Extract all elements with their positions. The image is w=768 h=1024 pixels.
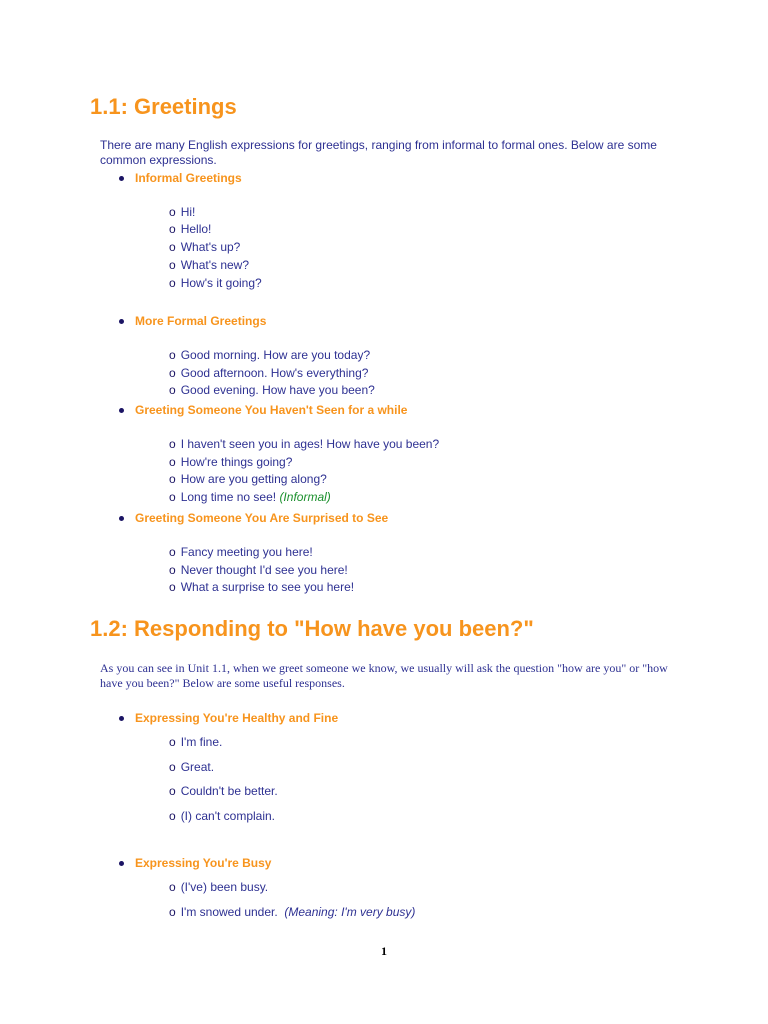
page-number: 1 [381,944,387,958]
list-item [169,455,292,470]
list-item [169,258,249,273]
list-item [169,472,327,487]
section-intro-greetings: There are many English expressions for greetings, ranging from informal to formal ones. Below are some common expressions. [100,138,657,167]
list-item [169,809,275,824]
list-item-text: (I've) been busy. [180,880,269,894]
list-item [169,905,415,920]
list-item-text: How're things going? [180,455,293,469]
list-item [169,784,278,799]
list-item-text: How are you getting along? [180,472,327,486]
circle-marker-icon: o [169,545,176,559]
section-intro-responding: As you can see in Unit 1.1, when we greet someone we know, we usually will ask the question "how are you" or "how have you been?" Below are some useful responses. [100,661,668,690]
list-item-text: Good afternoon. How's everything? [180,366,369,380]
list-item-text: Hello! [180,222,212,236]
bullet-label: Greeting Someone You Are Surprised to See [135,511,389,525]
list-item-text: Good evening. How have you been? [180,383,375,397]
bullet-dot-icon [119,408,124,413]
list-item-text: Great. [180,760,215,774]
list-item-text: How's it going? [180,276,262,290]
circle-marker-icon: o [169,258,176,272]
list-item-text: Long time no see! [180,490,277,504]
circle-marker-icon: o [169,383,176,397]
bullet-greeting-not-seen [119,403,407,418]
list-item-text: Couldn't be better. [180,784,278,798]
circle-marker-icon: o [169,437,176,451]
list-item [169,222,211,237]
circle-marker-icon: o [169,455,176,469]
list-item [169,276,262,291]
list-item-text: I'm fine. [180,735,223,749]
bullet-more-formal-greetings [119,314,266,329]
circle-marker-icon: o [169,205,176,219]
bullet-label: Expressing You're Healthy and Fine [135,711,339,725]
circle-marker-icon: o [169,809,176,823]
circle-marker-icon: o [169,563,176,577]
circle-marker-icon: o [169,240,176,254]
circle-marker-icon: o [169,276,176,290]
list-item-text: Fancy meeting you here! [180,545,313,559]
circle-marker-icon: o [169,880,176,894]
bullet-informal-greetings [119,171,242,186]
section-title-greetings: 1.1: Greetings [90,94,237,119]
list-item [169,545,313,560]
bullet-label: More Formal Greetings [135,314,267,328]
bullet-dot-icon [119,176,124,181]
bullet-label: Expressing You're Busy [135,856,272,870]
list-item-text: Never thought I'd see you here! [180,563,348,577]
list-item-text: (I) can't complain. [180,809,276,823]
circle-marker-icon: o [169,580,176,594]
circle-marker-icon: o [169,490,176,504]
bullet-greeting-surprised [119,511,388,526]
bullet-dot-icon [119,861,124,866]
list-item [169,563,348,578]
list-item [169,205,195,220]
list-item [169,383,375,398]
list-item-text: Good morning. How are you today? [180,348,371,362]
list-item-text: Hi! [180,205,196,219]
bullet-dot-icon [119,516,124,521]
list-item-text: What's new? [180,258,250,272]
bullet-healthy-fine [119,711,338,726]
bullet-dot-icon [119,716,124,721]
list-item-text: I haven't seen you in ages! How have you been? [180,437,440,451]
circle-marker-icon: o [169,760,176,774]
meaning-note: (Meaning: I'm very busy) [284,905,416,919]
circle-marker-icon: o [169,348,176,362]
list-item [169,437,439,452]
list-item [169,580,354,595]
list-item [169,366,368,381]
list-item-text: I'm snowed under. [180,905,278,919]
list-item [169,348,370,363]
bullet-label: Informal Greetings [135,171,242,185]
list-item-text: What a surprise to see you here! [180,580,355,594]
circle-marker-icon: o [169,784,176,798]
bullet-dot-icon [119,319,124,324]
list-item [169,490,331,505]
bullet-label: Greeting Someone You Haven't Seen for a while [135,403,408,417]
circle-marker-icon: o [169,905,176,919]
circle-marker-icon: o [169,366,176,380]
list-item [169,240,240,255]
list-item [169,735,222,750]
circle-marker-icon: o [169,472,176,486]
list-item [169,880,268,895]
informal-note: (Informal) [279,490,331,504]
bullet-busy [119,856,271,871]
list-item-text: What's up? [180,240,241,254]
circle-marker-icon: o [169,735,176,749]
section-title-responding: 1.2: Responding to "How have you been?" [90,616,534,641]
circle-marker-icon: o [169,222,176,236]
list-item [169,760,214,775]
